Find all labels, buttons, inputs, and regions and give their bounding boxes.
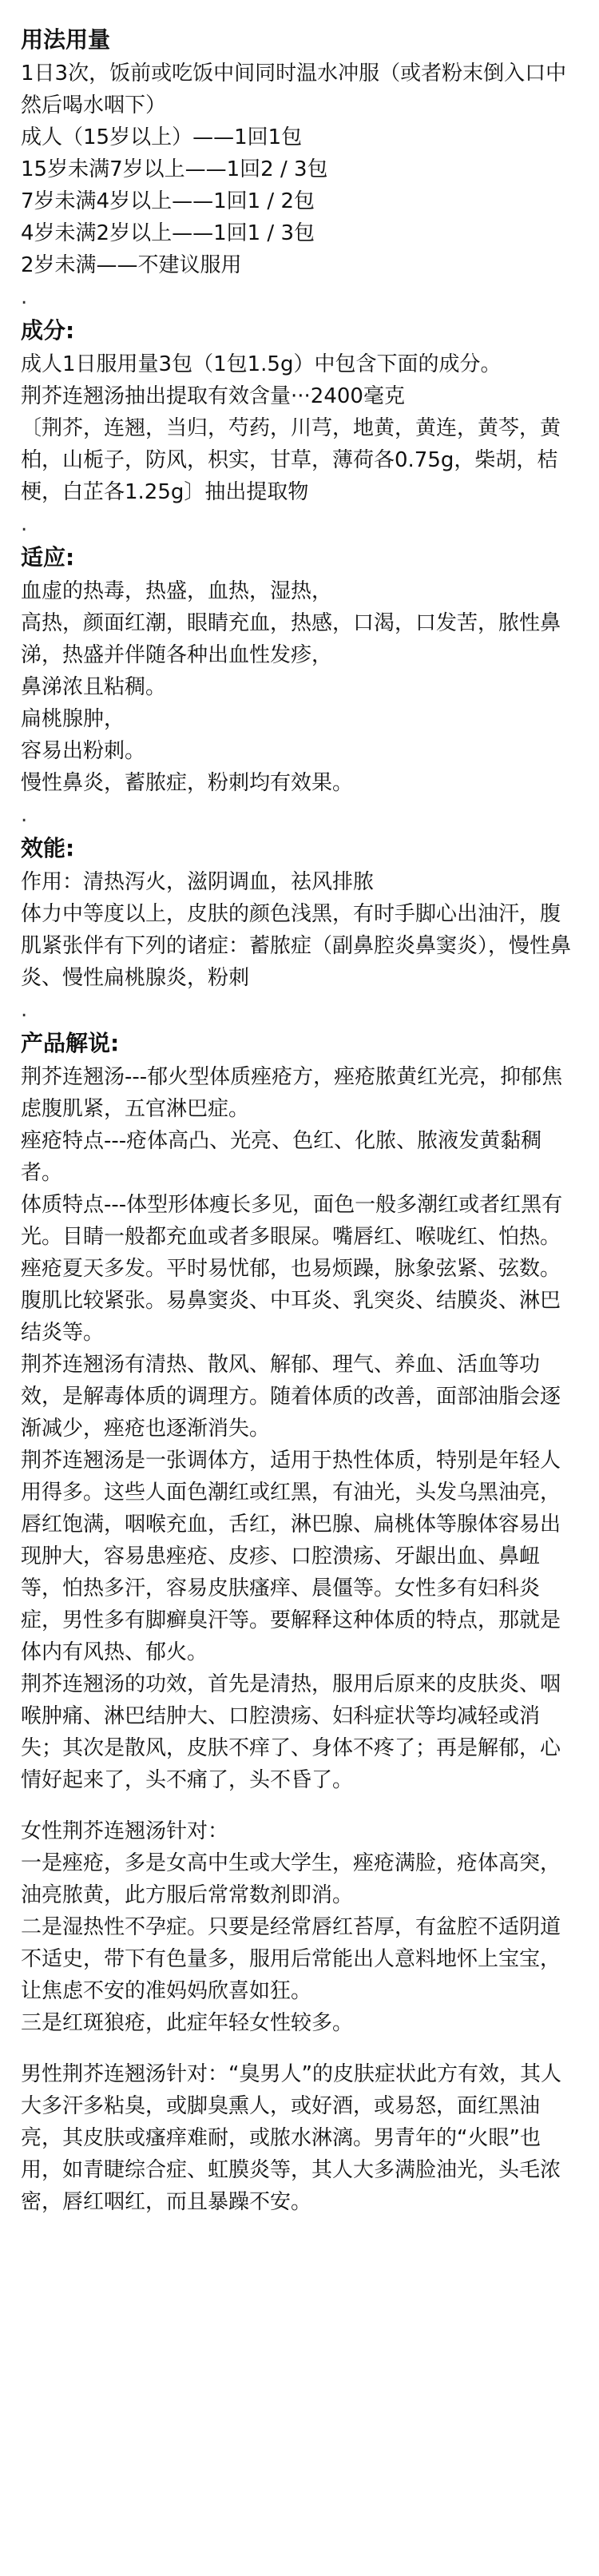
explanation-section [21,1026,578,1796]
female-line: 二是湿热性不孕症。只要是经常唇红苔厚，有盆腔不适阴道不适史，带下有色量多，服用后常能出人意料地怀上宝宝，让焦虑不安的准妈妈欣喜如狂。 [21,1915,561,2003]
usage-line: 7岁未满4岁以上——1回1 / 2包 [21,189,315,213]
indications-line: 血虚的热毒，热盛，血热，湿热， [21,579,333,603]
female-line: 三是红斑狼疮，此症年轻女性较多。 [21,2011,354,2035]
spacer [21,2039,578,2058]
female-section [21,1815,578,2039]
usage-line: 2岁未满——不建议服用 [21,253,242,277]
separator-dot: . [21,998,28,1022]
ingredients-section [21,313,578,540]
separator-dot: . [21,512,28,536]
usage-section [21,22,578,313]
indications-line: 容易出粉刺。 [21,739,146,763]
male-section [21,2058,578,2218]
indications-section [21,540,578,831]
explanation-line: 荆芥连翘汤的功效，首先是清热，服用后原来的皮肤炎、咽喉肿痛、淋巴结肿大、口腔溃疡、妇科症状等均减轻或消失；其次是散风，皮肤不痒了、身体不疼了；再是解郁，心情好起来了，头不痛了，头不昏了。 [21,1672,561,1792]
effects-line: 作用：清热泻火，滋阴调血，祛风排脓 [21,870,375,894]
explanation-line: 痤疮特点---疮体高凸、光亮、色红、化脓、脓液发黄黏稠者。 [21,1129,542,1185]
effects-heading: 效能: [21,835,75,861]
ingredients-heading: 成分: [21,317,75,344]
spacer [21,1796,578,1815]
usage-line: 4岁未满2岁以上——1回1 / 3包 [21,221,315,245]
indications-line: 鼻涕浓且粘稠。 [21,675,167,699]
explanation-line: 荆芥连翘汤是一张调体方，适用于热性体质，特别是年轻人用得多。这些人面色潮红或红黑，有油光，头发乌黑油亮，唇红饱满，咽喉充血，舌红，淋巴腺、扁桃体等腺体容易出现肿大，容易患痤疮、皮疹、口腔溃疡、牙龈出血、鼻衄等，怕热多汗，容易皮肤瘙痒、晨僵等。女性多有妇科炎症，男性多有脚癣臭汗等。要解释这种体质的特点，那就是体内有风热、郁火。 [21,1449,561,1664]
separator-dot: . [21,803,28,827]
ingredients-line: 成人1日服用量3包（1包1.5g）中包含下面的成分。 [21,352,502,376]
ingredients-line: 荆芥连翘汤抽出提取有效含量···2400毫克 [21,384,405,408]
indications-heading: 适应: [21,544,75,570]
female-line: 女性荆芥连翘汤针对： [21,1819,229,1843]
male-line: 男性荆芥连翘汤针对：“臭男人”的皮肤症状此方有效，其人大多汗多粘臭，或脚臭熏人，或好酒，或易怒，面红黑油亮，其皮肤或瘙痒难耐，或脓水淋漓。男青年的“火眼”也用，如青睫综合症、虹膜炎等，其人大多满脸油光，头毛浓密，唇红咽红，而且暴躁不安。 [21,2062,561,2214]
explanation-line: 体质特点---体型形体瘦长多见，面色一般多潮红或者红黑有光。目睛一般都充血或者多眼屎。嘴唇红、喉咙红、怕热。痤疮夏天多发。平时易忧郁，也易烦躁，脉象弦紧、弦数。腹肌比较紧张。易鼻窦炎、中耳炎、乳突炎、结膜炎、淋巴结炎等。 [21,1193,563,1345]
usage-line: 15岁未满7岁以上——1回2 / 3包 [21,157,328,181]
usage-heading: 用法用量 [21,26,111,53]
indications-line: 高热，颜面红潮，眼睛充血，热感，口渴，口发苦，脓性鼻涕，热盛并伴随各种出血性发疹， [21,611,561,667]
ingredients-line: 〔荆芥，连翘，当归，芍药，川芎，地黄，黄连，黄芩，黄柏，山栀子，防风，枳实，甘草，薄荷各0.75g，柴胡，桔梗，白芷各1.25g〕抽出提取物 [21,416,561,504]
effects-section [21,831,578,1026]
indications-line: 扁桃腺肿， [21,707,125,731]
female-line: 一是痤疮，多是女高中生或大学生，痤疮满脸，疮体高突，油亮脓黄，此方服后常常数剂即消。 [21,1851,561,1907]
usage-line: 成人（15岁以上）——1回1包 [21,125,303,149]
effects-line: 体力中等度以上，皮肤的颜色浅黑，有时手脚心出油汗，腹肌紧张伴有下列的诸症：蓄脓症（副鼻腔炎鼻窦炎），慢性鼻炎、慢性扁桃腺炎，粉刺 [21,902,572,990]
separator-dot: . [21,285,28,309]
explanation-heading: 产品解说: [21,1030,120,1056]
indications-line: 慢性鼻炎，蓄脓症，粉刺均有效果。 [21,771,354,795]
usage-line: 1日3次，饭前或吃饭中间同时温水冲服（或者粉末倒入口中然后喝水咽下） [21,62,567,117]
explanation-line: 荆芥连翘汤有清热、散风、解郁、理气、养血、活血等功效，是解毒体质的调理方。随着体质的改善，面部油脂会逐渐减少，痤疮也逐渐消失。 [21,1353,561,1441]
explanation-line: 荆芥连翘汤---郁火型体质痤疮方，痤疮脓黄红光亮，抑郁焦虑腹肌紧，五官淋巴症。 [21,1065,563,1121]
